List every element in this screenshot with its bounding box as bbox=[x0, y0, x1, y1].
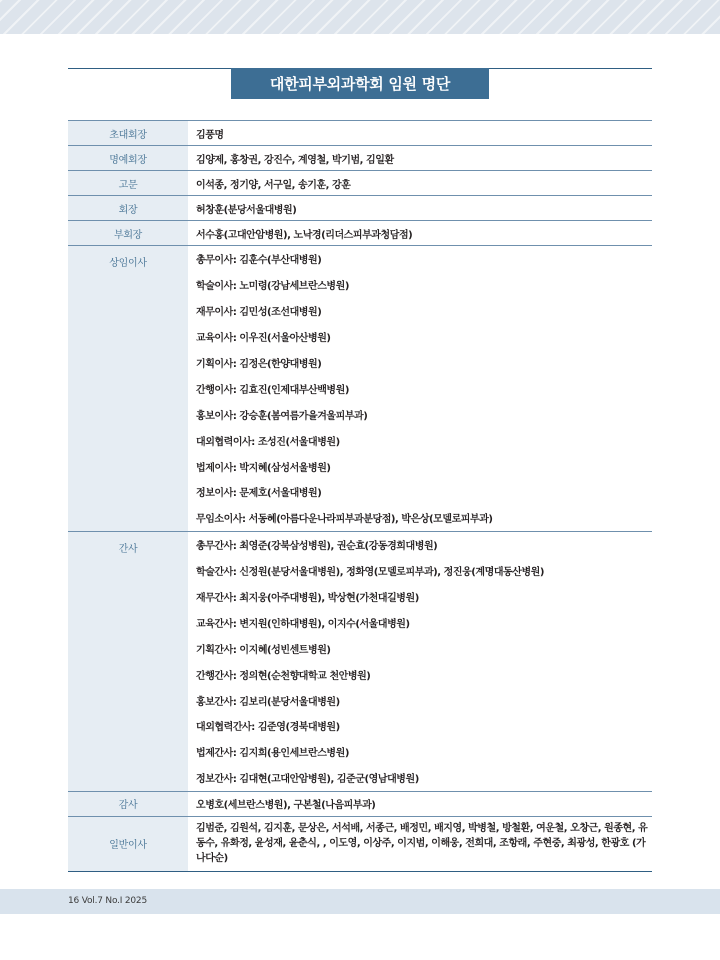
role-label: 간사 bbox=[68, 531, 188, 791]
member-entry: 정보이사: 문제호(서울대병원) bbox=[196, 488, 322, 500]
member-entry: 총무이사: 김훈수(부산대병원) bbox=[196, 255, 322, 267]
role-label: 명예회장 bbox=[68, 146, 188, 171]
member-entry: 학술이사: 노미령(강남세브란스병원) bbox=[196, 281, 349, 293]
member-entry: 홍보간사: 김보리(분당서울대병원) bbox=[196, 696, 340, 708]
member-names: 서수홍(고대안암병원), 노낙경(리더스피부과청담점) bbox=[196, 229, 413, 241]
role-label: 감사 bbox=[68, 791, 188, 816]
member-entry: 재무간사: 최지웅(아주대병원), 박상현(가천대길병원) bbox=[196, 593, 419, 605]
role-label: 일반이사 bbox=[68, 816, 188, 871]
table-row bbox=[68, 196, 652, 221]
officer-roster-table bbox=[68, 120, 652, 872]
member-entry: 무임소이사: 서동혜(아름다운나라피부과분당점), 박은상(모델로피부과) bbox=[196, 514, 493, 526]
table-row bbox=[68, 531, 652, 791]
top-decorative-band bbox=[0, 0, 720, 34]
member-list bbox=[188, 531, 652, 791]
member-names: 허창훈(분당서울대병원) bbox=[196, 204, 297, 216]
member-names: 김양제, 홍창권, 강진수, 계영철, 박기범, 김일환 bbox=[196, 154, 394, 166]
member-names: 이석종, 정기양, 서구일, 송기훈, 강훈 bbox=[196, 179, 351, 191]
member-entry: 기획간사: 이지혜(성빈센트병원) bbox=[196, 644, 331, 656]
member-entry: 홍보이사: 강승훈(봄여름가을겨울피부과) bbox=[196, 410, 368, 422]
member-entry: 총무간사: 최영준(강북삼성병원), 권순효(강동경희대병원) bbox=[196, 541, 438, 553]
page-title: 대한피부외과학회 임원 명단 bbox=[231, 68, 489, 99]
role-label: 상임이사 bbox=[68, 246, 188, 532]
role-label: 초대회장 bbox=[68, 121, 188, 146]
member-entry: 기획이사: 김정은(한양대병원) bbox=[196, 359, 322, 370]
member-entry: 교육이사: 이우진(서울아산병원) bbox=[196, 333, 331, 345]
member-names: 김범준, 김원석, 김지훈, 문상은, 서석배, 서종근, 배정민, 배지영, 박병철, 방철환, 여운철, 오창근, 원종현, 유동수, 유화정, 윤성재, 윤춘식, , 이도영, 이상주, 이지범, 이해웅, 전희대, 조항래, 주현중, 최광성, 한광호 (가나다순) bbox=[196, 822, 648, 864]
role-label: 회장 bbox=[68, 196, 188, 221]
member-entry: 간행간사: 정의현(순천향대학교 천안병원) bbox=[196, 670, 371, 682]
page-footer: 16 Vol.7 No.I 2025 bbox=[68, 896, 147, 906]
table-row bbox=[68, 146, 652, 171]
role-label: 부회장 bbox=[68, 221, 188, 246]
member-entry: 대외협력이사: 조성진(서울대병원) bbox=[196, 436, 340, 448]
table-row bbox=[68, 171, 652, 196]
member-entry: 법제간사: 김지희(용인세브란스병원) bbox=[196, 748, 349, 760]
member-entry: 정보간사: 김대현(고대안암병원), 김준군(영남대병원) bbox=[196, 774, 419, 786]
member-entry: 간행이사: 김효진(인제대부산백병원) bbox=[196, 384, 349, 396]
member-entry: 교육간사: 변지원(인하대병원), 이지수(서울대병원) bbox=[196, 618, 410, 630]
member-names: 오병호(세브란스병원), 구본철(나음피부과) bbox=[196, 800, 376, 812]
member-list bbox=[188, 246, 652, 532]
table-row bbox=[68, 246, 652, 532]
table-row bbox=[68, 221, 652, 246]
table-row bbox=[68, 791, 652, 816]
member-names: 김풍명 bbox=[196, 129, 224, 141]
table-row bbox=[68, 816, 652, 871]
table-row bbox=[68, 121, 652, 146]
member-entry: 학술간사: 신정원(분당서울대병원), 정화영(모델로피부과), 정진웅(계명대동산병원) bbox=[196, 567, 544, 579]
role-label: 고문 bbox=[68, 171, 188, 196]
member-entry: 대외협력간사: 김준영(경북대병원) bbox=[196, 722, 340, 734]
member-entry: 재무이사: 김민성(조선대병원) bbox=[196, 307, 322, 319]
member-entry: 법제이사: 박지혜(삼성서울병원) bbox=[196, 462, 331, 474]
